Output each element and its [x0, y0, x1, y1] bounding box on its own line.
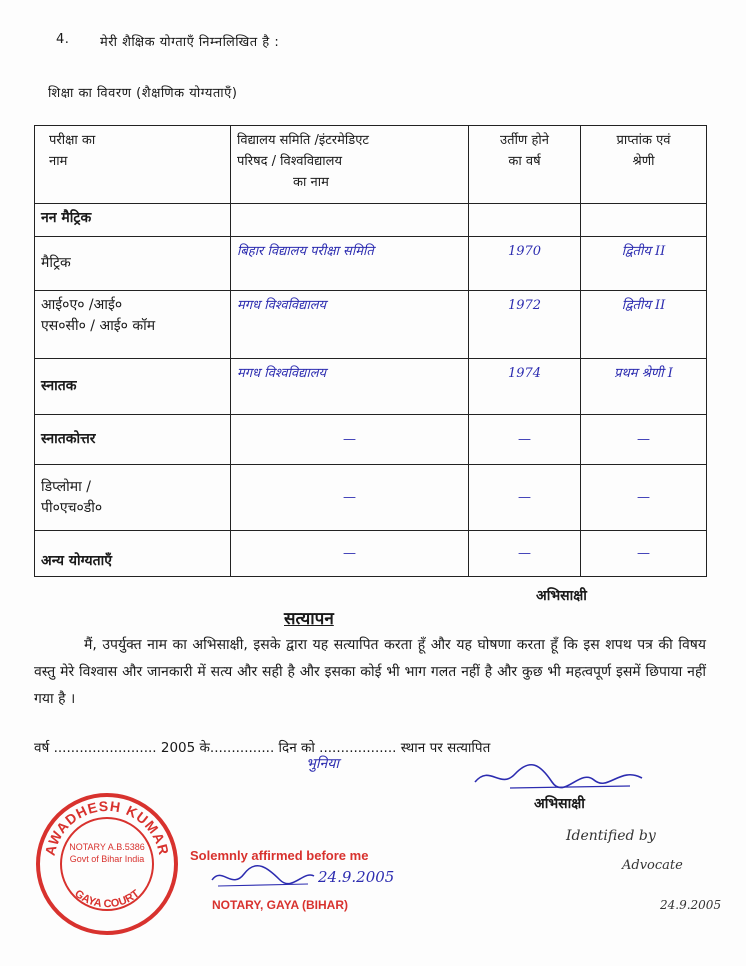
- row-label: अन्य योग्यताऍं: [35, 531, 231, 577]
- deponent-label-2: अभिसाक्षी: [534, 796, 585, 812]
- row-label: स्नातक: [35, 359, 231, 415]
- row-grade: —: [581, 465, 707, 531]
- seal-center-text: NOTARY A.B.5386 Govt of Bihar India: [69, 842, 145, 864]
- row-label: नन मैट्रिक: [35, 204, 231, 237]
- row-board: [231, 204, 469, 237]
- education-table: [34, 125, 707, 577]
- row-year: 1974: [469, 359, 581, 415]
- table-row: [35, 465, 707, 531]
- row-board: —: [231, 531, 469, 577]
- header-exam-name: परीक्षा का नाम: [35, 126, 231, 204]
- section-title: शिक्षा का विवरण (शैक्षणिक योग्यताऍं): [48, 86, 238, 101]
- notary-date: 24.9.2005: [318, 868, 395, 886]
- identified-by-text: Identified by: [566, 828, 656, 844]
- row-year: 1972: [469, 291, 581, 359]
- row-label: मैट्रिक: [35, 237, 231, 291]
- item-number: 4.: [56, 32, 70, 47]
- table-row: [35, 204, 707, 237]
- row-label: आई०ए० /आई० एस०सी० / आई० कॉम: [35, 291, 231, 359]
- table-header-row: [35, 126, 707, 204]
- deponent-label: अभिसाक्षी: [536, 588, 587, 604]
- notary-office-text: NOTARY, GAYA (BIHAR): [212, 898, 349, 912]
- row-grade: प्रथम श्रेणी I: [581, 359, 707, 415]
- row-grade: [581, 204, 707, 237]
- row-grade: —: [581, 415, 707, 465]
- row-board: —: [231, 415, 469, 465]
- table-row: [35, 291, 707, 359]
- notary-affirmed-text: Solemnly affirmed before me: [190, 848, 369, 863]
- row-label: स्नातकोत्तर: [35, 415, 231, 465]
- seal-bottom-text: GAYA COURT: [72, 887, 142, 911]
- row-label: डिप्लोमा / पी०एच०डी०: [35, 465, 231, 531]
- row-year: —: [469, 531, 581, 577]
- row-board: मगध विश्वविद्यालय: [231, 359, 469, 415]
- table-row: [35, 531, 707, 577]
- row-grade: द्वितीय II: [581, 237, 707, 291]
- table-row: [35, 415, 707, 465]
- header-board-name: विद्यालय समिति /इंटरमेडिएट परिषद / विश्वविद्यालय का नाम: [231, 126, 469, 204]
- row-board: बिहार विद्यालय परीक्षा समिति: [231, 237, 469, 291]
- identification-date: 24.9.2005: [660, 898, 722, 912]
- row-grade: —: [581, 531, 707, 577]
- notary-signature: [208, 862, 318, 896]
- row-board: मगध विश्वविद्यालय: [231, 291, 469, 359]
- header-pass-year: उर्तीण होने का वर्ष: [469, 126, 581, 204]
- date-place-line: वर्ष ........................ 2005 के............... दिन को .................. स्थान पर सत्यापित: [34, 740, 491, 756]
- table-row: [35, 359, 707, 415]
- row-grade: द्वितीय II: [581, 291, 707, 359]
- row-year: —: [469, 415, 581, 465]
- item-heading: मेरी शैक्षिक योग्ताऍं निम्नलिखित है :: [100, 35, 280, 50]
- row-year: 1970: [469, 237, 581, 291]
- header-marks-grade: प्राप्तांक एवं श्रेणी: [581, 126, 707, 204]
- row-year: [469, 204, 581, 237]
- verification-paragraph: मैं, उपर्युक्त नाम का अभिसाक्षी, इसके द्वारा यह सत्यापित करता हूँ और यह घोषणा करता हूँ कि इस शपथ पत्र की विषय वस्तु मेरे विश्वास और जानकारी में सत्य और सही है और इसका कोई भी भाग गलत नहीं है और कुछ भी महत्वपूर्ण इसमें छिपाया नहीं गया है ।: [34, 637, 707, 707]
- row-board: —: [231, 465, 469, 531]
- notary-seal: [36, 793, 178, 935]
- table-row: [35, 237, 707, 291]
- verification-title: सत्यापन: [284, 609, 334, 629]
- advocate-text: Advocate: [622, 858, 683, 873]
- row-year: —: [469, 465, 581, 531]
- seal-ring-text: AWADHESH KUMAR: [41, 797, 173, 858]
- place-handwritten: भुनिया: [306, 756, 339, 772]
